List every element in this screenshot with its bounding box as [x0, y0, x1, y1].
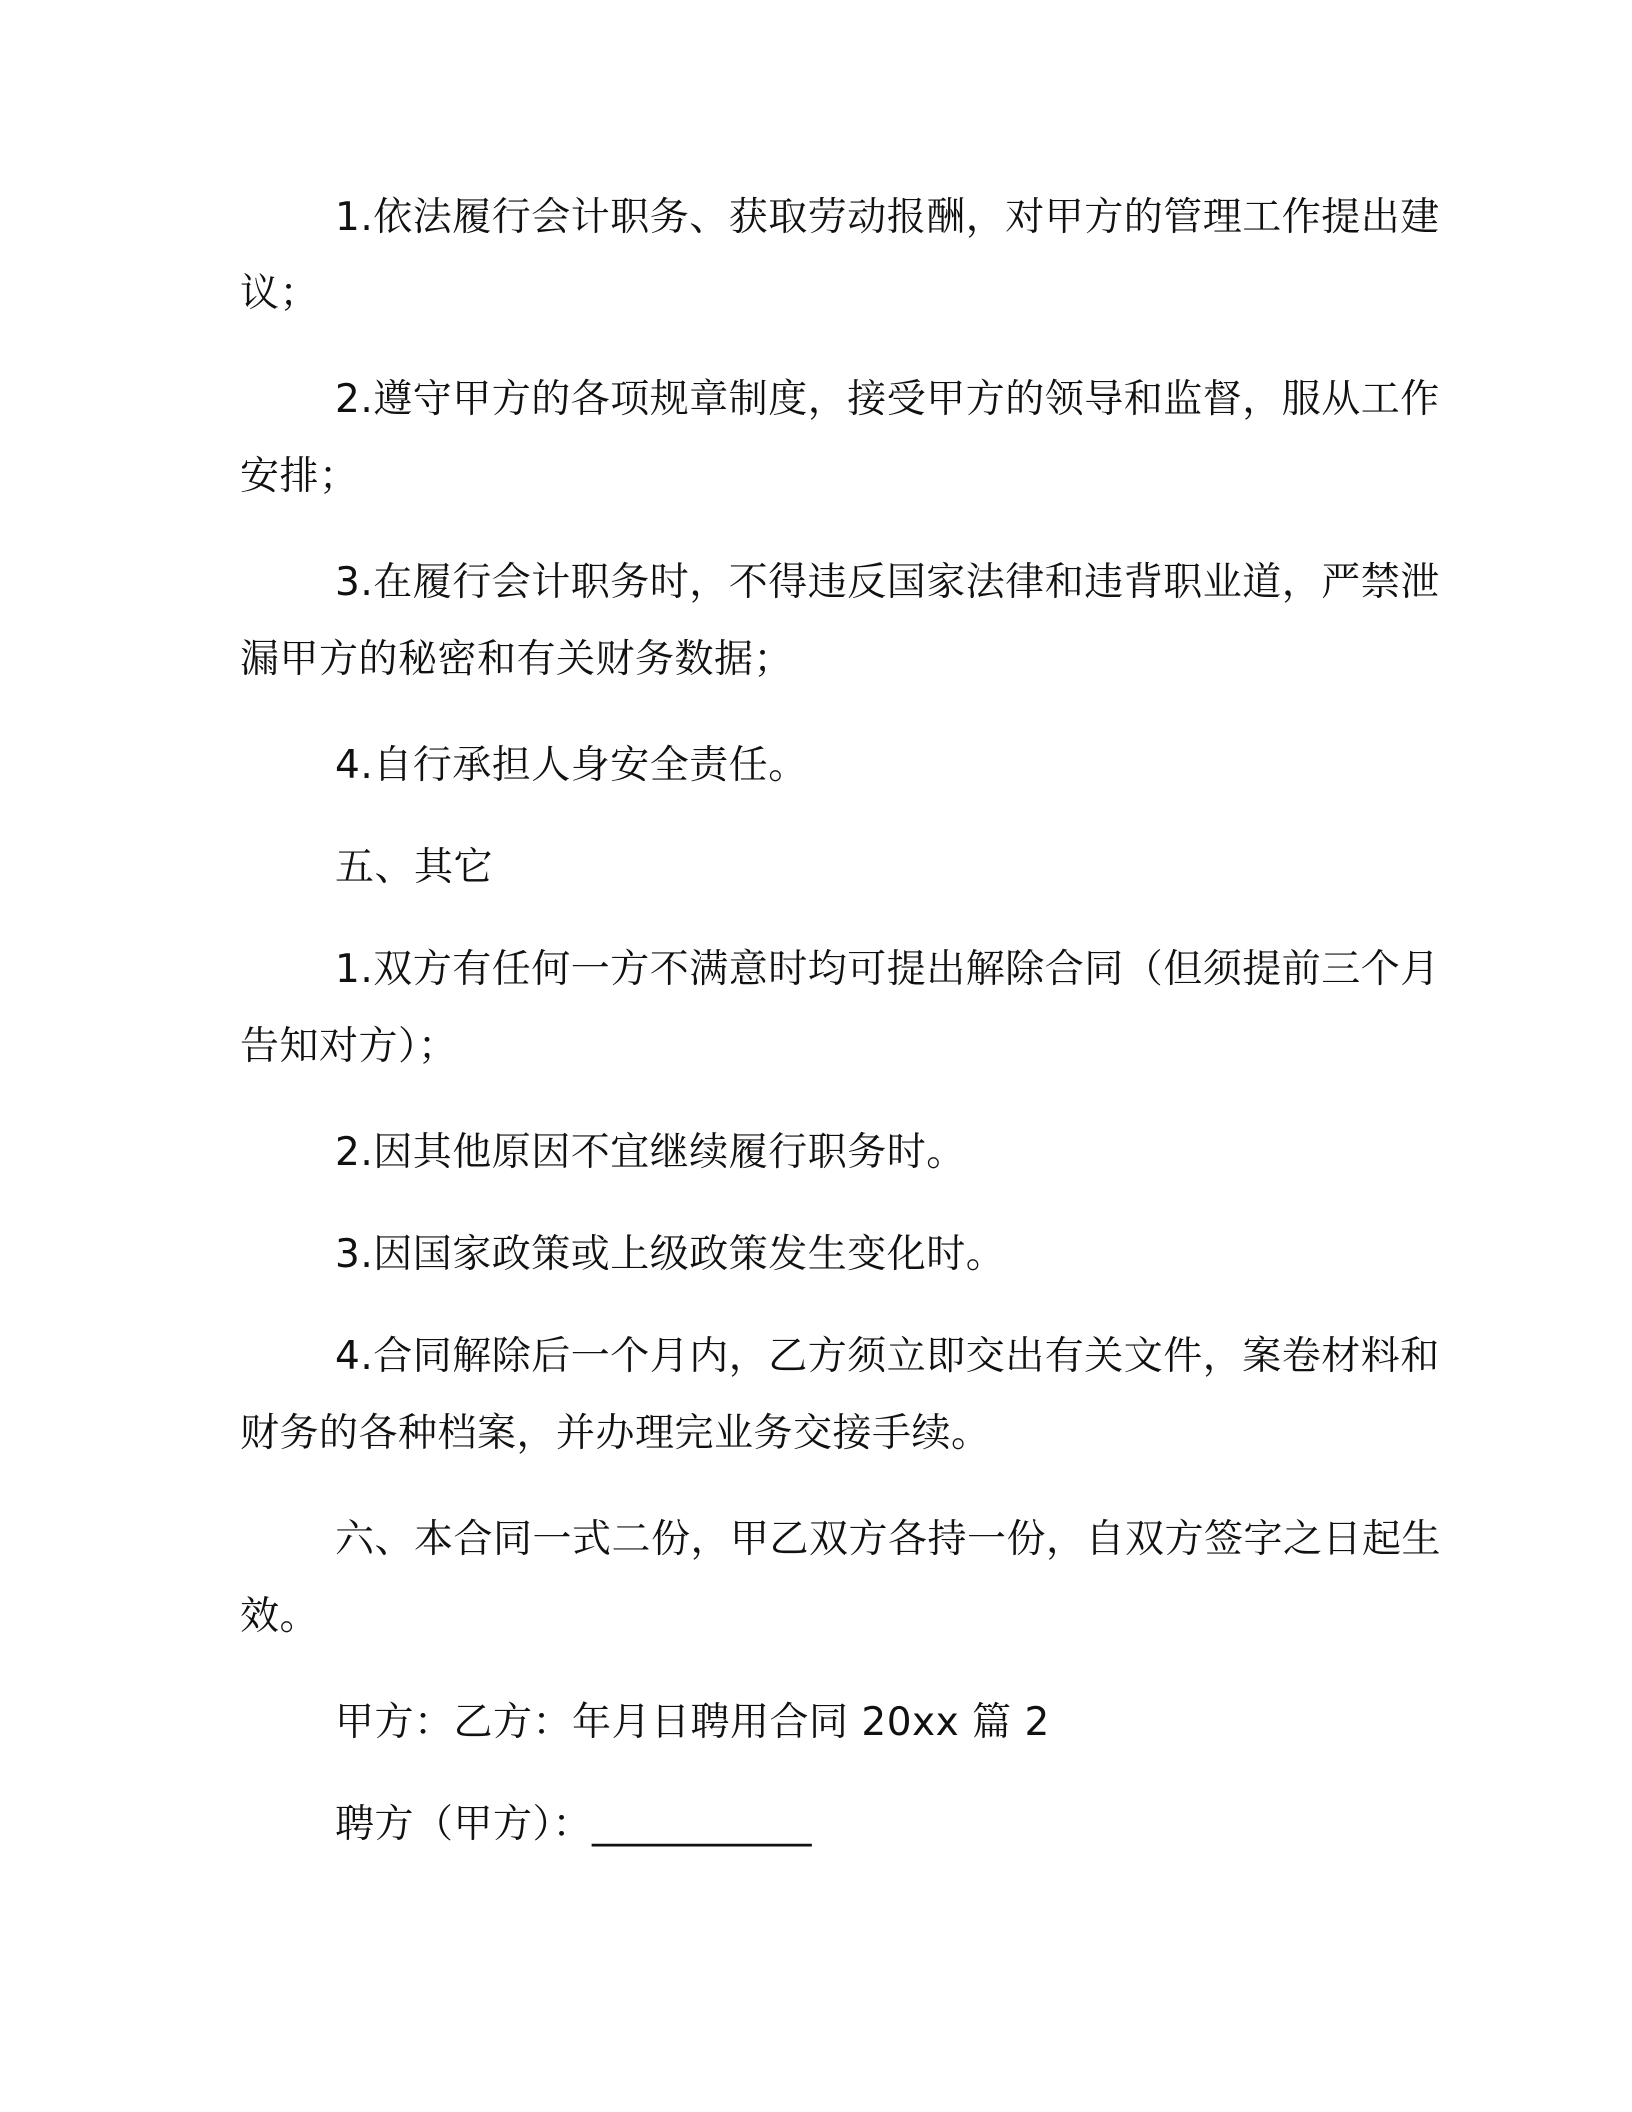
- other-2-line: 2.因其他原因不宜继续履行职务时。: [335, 1130, 966, 1175]
- duty-2-line-2: 安排；: [240, 454, 359, 499]
- employer-line: 聘方（甲方）：___________: [335, 1802, 813, 1847]
- duty-1-line-1: 1.依法履行会计职务、获取劳动报酬，对甲方的管理工作提出建: [335, 195, 1440, 240]
- duty-3-line-2: 漏甲方的秘密和有关财务数据；: [240, 637, 794, 682]
- other-3-line: 3.因国家政策或上级政策发生变化时。: [335, 1232, 1006, 1277]
- other-1-line-2: 告知对方）；: [240, 1024, 458, 1069]
- other-4-line-2: 财务的各种档案，并办理完业务交接手续。: [240, 1411, 991, 1456]
- other-4-line-1: 4.合同解除后一个月内，乙方须立即交出有关文件，案卷材料和: [335, 1334, 1440, 1379]
- duty-4-line: 4.自行承担人身安全责任。: [335, 743, 808, 788]
- section-6-line-1: 六、本合同一式二份，甲乙双方各持一份，自双方签字之日起生: [335, 1517, 1442, 1562]
- section-5-heading: 五、其它: [335, 845, 494, 890]
- duty-1-line-2: 议；: [240, 271, 320, 316]
- other-1-line-1: 1.双方有任何一方不满意时均可提出解除合同（但须提前三个月: [335, 947, 1440, 992]
- duty-3-line-1: 3.在履行会计职务时，不得违反国家法律和违背职业道，严禁泄: [335, 560, 1440, 605]
- section-6-line-2: 效。: [240, 1594, 320, 1639]
- signature-line: 甲方：乙方：年月日聘用合同 20xx 篇 2: [335, 1700, 1050, 1745]
- duty-2-line-1: 2.遵守甲方的各项规章制度，接受甲方的领导和监督，服从工作: [335, 377, 1440, 422]
